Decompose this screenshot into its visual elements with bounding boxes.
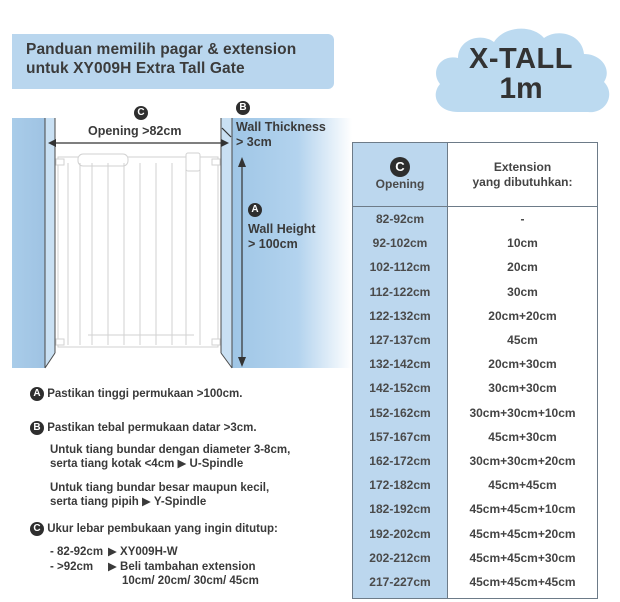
wall-thickness-label: Wall Thickness > 3cm — [236, 120, 326, 149]
table-row: 217-227cm 45cm+45cm+45cm — [353, 570, 598, 599]
note-a — [30, 387, 242, 401]
note-b-y-spindle: Untuk tiang bundar besar maupun kecil, serta tiang pipih ▶ Y-Spindle — [50, 482, 270, 508]
table-row: 132-142cm 20cm+30cm — [353, 352, 598, 376]
note-a-text: Pastikan tinggi permukaan >100cm. — [47, 388, 243, 401]
table-row: 142-152cm 30cm+30cm — [353, 376, 598, 400]
table-row: 92-102cm 10cm — [353, 231, 598, 255]
table-row: 202-212cm 45cm+45cm+30cm — [353, 546, 598, 570]
table-row: 122-132cm 20cm+20cm — [353, 304, 598, 328]
note-c-extension-sizes: 10cm/ 20cm/ 30cm/ 45cm — [122, 575, 259, 587]
table-row: 162-172cm 30cm+30cm+20cm — [353, 449, 598, 473]
table-row: 182-192cm 45cm+45cm+10cm — [353, 497, 598, 521]
cloud-line-2: 1m — [499, 72, 543, 105]
opening-label: Opening >82cm — [88, 124, 182, 138]
opening-header: C Opening — [353, 143, 448, 207]
opening-badge: C — [134, 104, 148, 122]
wall-height-label: Wall Height > 100cm — [248, 222, 316, 251]
table-row: 127-137cm 45cm — [353, 328, 598, 352]
note-c-badge: C — [30, 522, 44, 536]
note-c-option-1: - 82-92cm ▶ XY009H-W — [50, 546, 178, 558]
opening-header-badge: C — [390, 157, 410, 177]
cloud-label — [428, 44, 614, 104]
title-line-1: Panduan memilih pagar & extension — [26, 41, 297, 58]
table-row: 192-202cm 45cm+45cm+20cm — [353, 521, 598, 545]
note-b-badge: B — [30, 421, 44, 435]
note-a-badge: A — [30, 387, 44, 401]
table-row: 102-112cm 20cm — [353, 255, 598, 279]
table-row: 172-182cm 45cm+45cm — [353, 473, 598, 497]
table-row: 157-167cm 45cm+30cm — [353, 425, 598, 449]
note-c — [30, 522, 278, 536]
cloud-line-1: X-TALL — [469, 43, 573, 75]
note-b-text: Pastikan tebal permukaan datar >3cm. — [47, 422, 257, 435]
note-b — [30, 421, 257, 435]
table-row: 152-162cm 30cm+30cm+10cm — [353, 401, 598, 425]
extension-table — [352, 142, 598, 599]
title-line-2: untuk XY009H Extra Tall Gate — [26, 60, 245, 77]
extension-header: Extension yang dibutuhkan: — [448, 143, 598, 207]
table-row: 112-122cm 30cm — [353, 280, 598, 304]
note-b-u-spindle: Untuk tiang bundar dengan diameter 3-8cm, serta tiang kotak <4cm ▶ U-Spindle — [50, 444, 291, 470]
table-row: 82-92cm - — [353, 207, 598, 232]
note-c-option-2: - >92cm ▶ Beli tambahan extension — [50, 561, 256, 573]
note-c-text: Ukur lebar pembukaan yang ingin ditutup: — [47, 523, 278, 536]
wall-thickness-badge: B — [236, 99, 250, 117]
table-header-row — [353, 143, 598, 207]
wall-height-badge: A — [248, 201, 262, 219]
title-banner — [12, 34, 334, 89]
